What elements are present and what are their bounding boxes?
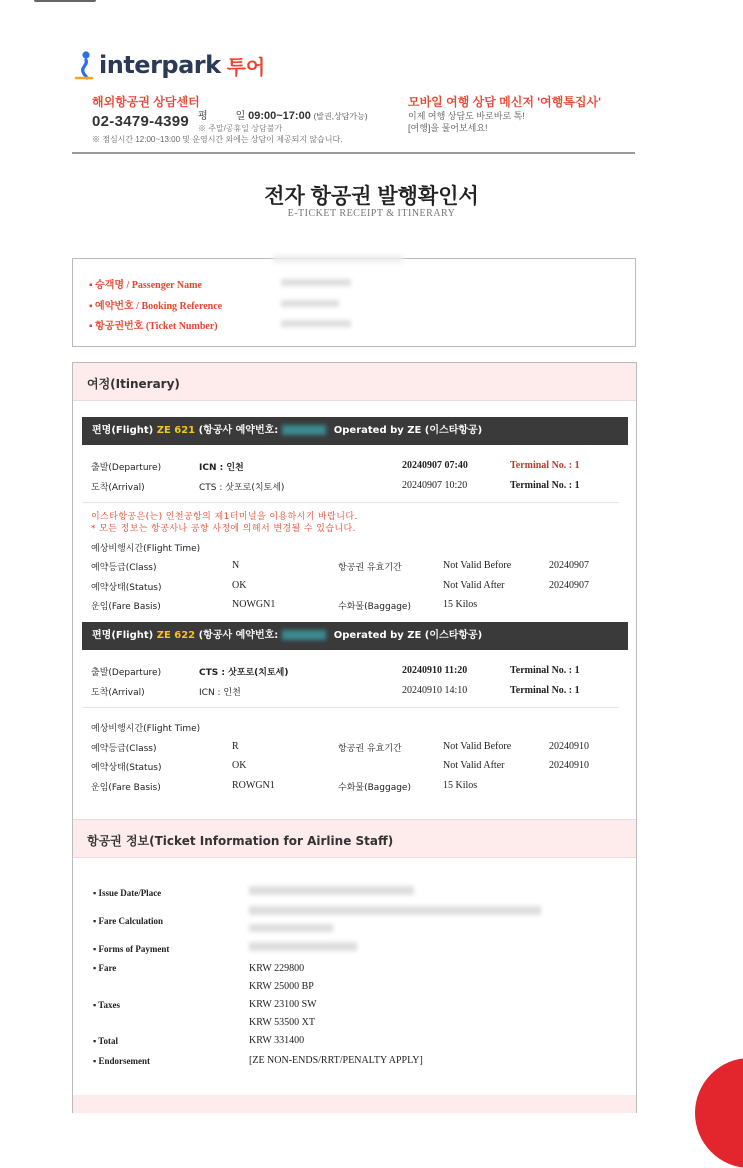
mobile-desc-line-1: 이제 여행 상담도 바로바로 톡!	[408, 111, 525, 121]
flight-1-bar-middle: (항공사 예약번호:	[195, 425, 279, 436]
flight-2-flight-time-label: 예상비행시간(Flight Time)	[91, 724, 201, 734]
flight-1-number: ZE 621	[156, 425, 196, 436]
consult-center-title: 해외항공권 상담센터	[92, 95, 200, 109]
redacted-airline-ref-2	[282, 630, 326, 640]
flight-1-bar-suffix: Operated by ZE (이스타항공)	[330, 425, 483, 436]
taxes-label: ▪ Taxes	[93, 1000, 120, 1010]
flight-1-arrival-city: CTS : 삿포로(치토세)	[199, 483, 285, 493]
flight-2-divider	[82, 707, 619, 708]
flight-2-departure-label: 출발(Departure)	[91, 668, 162, 678]
flight-1-arrival-label: 도착(Arrival)	[91, 483, 145, 493]
endorsement-label: ▪ Endorsement	[93, 1056, 150, 1066]
brand-suffix: 투어	[226, 54, 266, 79]
flight-1-status-value: OK	[232, 580, 247, 591]
flight-2-validity-label: 항공권 유효기간	[338, 744, 402, 754]
floating-action-button[interactable]	[695, 1058, 743, 1168]
flight-2-baggage-label: 수화물(Baggage)	[338, 783, 411, 793]
flight-1-baggage-value: 15 Kilos	[443, 599, 478, 610]
redacted-airline-ref-1	[282, 425, 326, 435]
total-value: KRW 331400	[249, 1035, 305, 1046]
flight-1-class-value: N	[232, 560, 240, 571]
flight-1-fare-basis-value: NOWGN1	[232, 599, 276, 610]
tax-2-value: KRW 23100 SW	[249, 999, 317, 1010]
flight-2-fare-basis-value: ROWGN1	[232, 780, 275, 791]
flight-2-status-value: OK	[232, 760, 247, 771]
booking-reference-label: ▪ 예약번호 / Booking Reference	[89, 301, 223, 312]
document-subtitle: E-TICKET RECEIPT & ITINERARY	[287, 208, 456, 219]
document-title: 전자 항공권 발행확인서	[264, 185, 479, 208]
flight-1-arrival-time: 20240907 10:20	[402, 480, 468, 491]
flight-1-arrival-terminal: Terminal No. : 1	[510, 480, 580, 491]
status-bar-handle	[34, 0, 96, 2]
redacted-booking-reference	[281, 300, 339, 307]
header-divider	[72, 152, 635, 154]
passenger-name-label: ▪ 승객명 / Passenger Name	[89, 280, 202, 291]
mobile-chat-title[interactable]: 모바일 여행 상담 메신저 '여행톡집사'	[408, 95, 601, 109]
redacted-ticket-number	[281, 320, 351, 327]
flight-2-bar-prefix: 편명(Flight)	[92, 630, 157, 641]
redacted-issue-date	[249, 886, 414, 895]
flight-2-departure-city: CTS : 삿포로(치토세)	[199, 668, 289, 678]
flight-1-bar-prefix: 편명(Flight)	[92, 425, 157, 436]
issue-date-label: ▪ Issue Date/Place	[93, 888, 162, 898]
flight-2-baggage-value: 15 Kilos	[443, 780, 478, 791]
phone-number[interactable]: 02-3479-4399	[92, 113, 190, 130]
flight-bar-1	[82, 417, 628, 445]
hours-sub: ※ 주말/공휴일 상담불가	[198, 124, 283, 133]
hours-time: 09:00~17:00	[248, 110, 311, 122]
flight-1-notice-line-1: 이스타항공은(는) 인천공항의 제1터미널을 이용하시기 바랍니다.	[91, 512, 358, 522]
flight-1-notice-line-2: * 모든 정보는 항공사나 공항 사정에 의해서 변경될 수 있습니다.	[91, 524, 356, 534]
flight-2-departure-terminal: Terminal No. : 1	[510, 665, 580, 676]
flight-2-departure-time: 20240910 11:20	[402, 665, 468, 676]
flight-1-nva-label: Not Valid After	[443, 580, 505, 591]
redacted-top	[273, 255, 403, 263]
hours-note: (발권,상담가능)	[313, 112, 368, 121]
flight-1-baggage-label: 수화물(Baggage)	[338, 602, 411, 612]
flight-2-class-label: 예약등급(Class)	[91, 744, 157, 754]
fare-calculation-label: ▪ Fare Calculation	[93, 916, 164, 926]
hours-day: 일	[235, 111, 246, 122]
redacted-payment	[249, 942, 357, 951]
fare-value: KRW 229800	[249, 963, 305, 974]
flight-1-flight-time-label: 예상비행시간(Flight Time)	[91, 544, 201, 554]
flight-2-class-value: R	[232, 741, 239, 752]
business-hours	[198, 110, 368, 135]
flight-1-nvb-label: Not Valid Before	[443, 560, 512, 571]
lunch-note: ※ 점심시간 12:00~13:00 및 운영시간 외에는 상담이 제공되지 않습니다.	[92, 135, 343, 144]
flight-1-departure-time: 20240907 07:40	[402, 460, 468, 471]
flight-1-departure-city: ICN : 인천	[199, 463, 244, 473]
flight-1-nva-value: 20240907	[549, 580, 589, 591]
flight-1-divider	[82, 502, 619, 503]
ticket-number-label: ▪ 항공권번호 (Ticket Number)	[89, 321, 218, 332]
flight-1-fare-basis-label: 운임(Fare Basis)	[91, 602, 161, 612]
flight-1-class-label: 예약등급(Class)	[91, 563, 157, 573]
itinerary-section-header	[73, 363, 636, 401]
payment-label: ▪ Forms of Payment	[93, 944, 170, 954]
flight-1-notice	[91, 511, 358, 535]
flight-2-fare-basis-label: 운임(Fare Basis)	[91, 783, 161, 793]
person-icon	[74, 50, 94, 80]
passenger-info-box	[72, 258, 636, 347]
ticket-info-section-title: 항공권 정보(Ticket Information for Airline Staff)	[87, 834, 394, 848]
next-section-header	[73, 1095, 636, 1113]
flight-1-departure-label: 출발(Departure)	[91, 463, 162, 473]
flight-2-number: ZE 622	[156, 630, 196, 641]
flight-2-status-label: 예약상태(Status)	[91, 763, 162, 773]
mobile-desc-line-2: [여행]을 물어보세요!	[408, 123, 488, 133]
flight-2-arrival-city: ICN : 인천	[199, 688, 241, 698]
redacted-fare-calculation-2	[249, 924, 333, 932]
flight-2-bar-middle: (항공사 예약번호:	[195, 630, 279, 641]
tax-3-value: KRW 53500 XT	[249, 1017, 315, 1028]
interpark-logo	[74, 50, 265, 80]
brand-name: interpark	[99, 51, 221, 79]
flight-2-nva-label: Not Valid After	[443, 760, 505, 771]
itinerary-section-title: 여정(Itinerary)	[87, 377, 180, 391]
redacted-passenger-name	[281, 279, 351, 286]
flight-2-bar-suffix: Operated by ZE (이스타항공)	[330, 630, 483, 641]
flight-1-departure-terminal: Terminal No. : 1	[510, 460, 580, 471]
itinerary-box	[72, 362, 637, 1113]
flight-2-arrival-label: 도착(Arrival)	[91, 688, 145, 698]
endorsement-value: [ZE NON-ENDS/RRT/PENALTY APPLY]	[249, 1055, 423, 1066]
flight-1-validity-label: 항공권 유효기간	[338, 563, 402, 573]
redacted-fare-calculation-1	[249, 906, 541, 915]
fare-label: ▪ Fare	[93, 963, 117, 973]
flight-2-nvb-value: 20240910	[549, 741, 589, 752]
tax-1-value: KRW 25000 BP	[249, 981, 314, 992]
flight-bar-2	[82, 622, 628, 650]
hours-prefix: 평	[198, 111, 208, 122]
flight-1-nvb-value: 20240907	[549, 560, 589, 571]
flight-2-arrival-time: 20240910 14:10	[402, 685, 468, 696]
flight-2-arrival-terminal: Terminal No. : 1	[510, 685, 580, 696]
ticket-info-section-header	[73, 819, 636, 858]
flight-2-nvb-label: Not Valid Before	[443, 741, 512, 752]
flight-2-nva-value: 20240910	[549, 760, 589, 771]
mobile-chat-desc	[408, 110, 525, 134]
flight-1-status-label: 예약상태(Status)	[91, 583, 162, 593]
total-label: ▪ Total	[93, 1036, 118, 1046]
